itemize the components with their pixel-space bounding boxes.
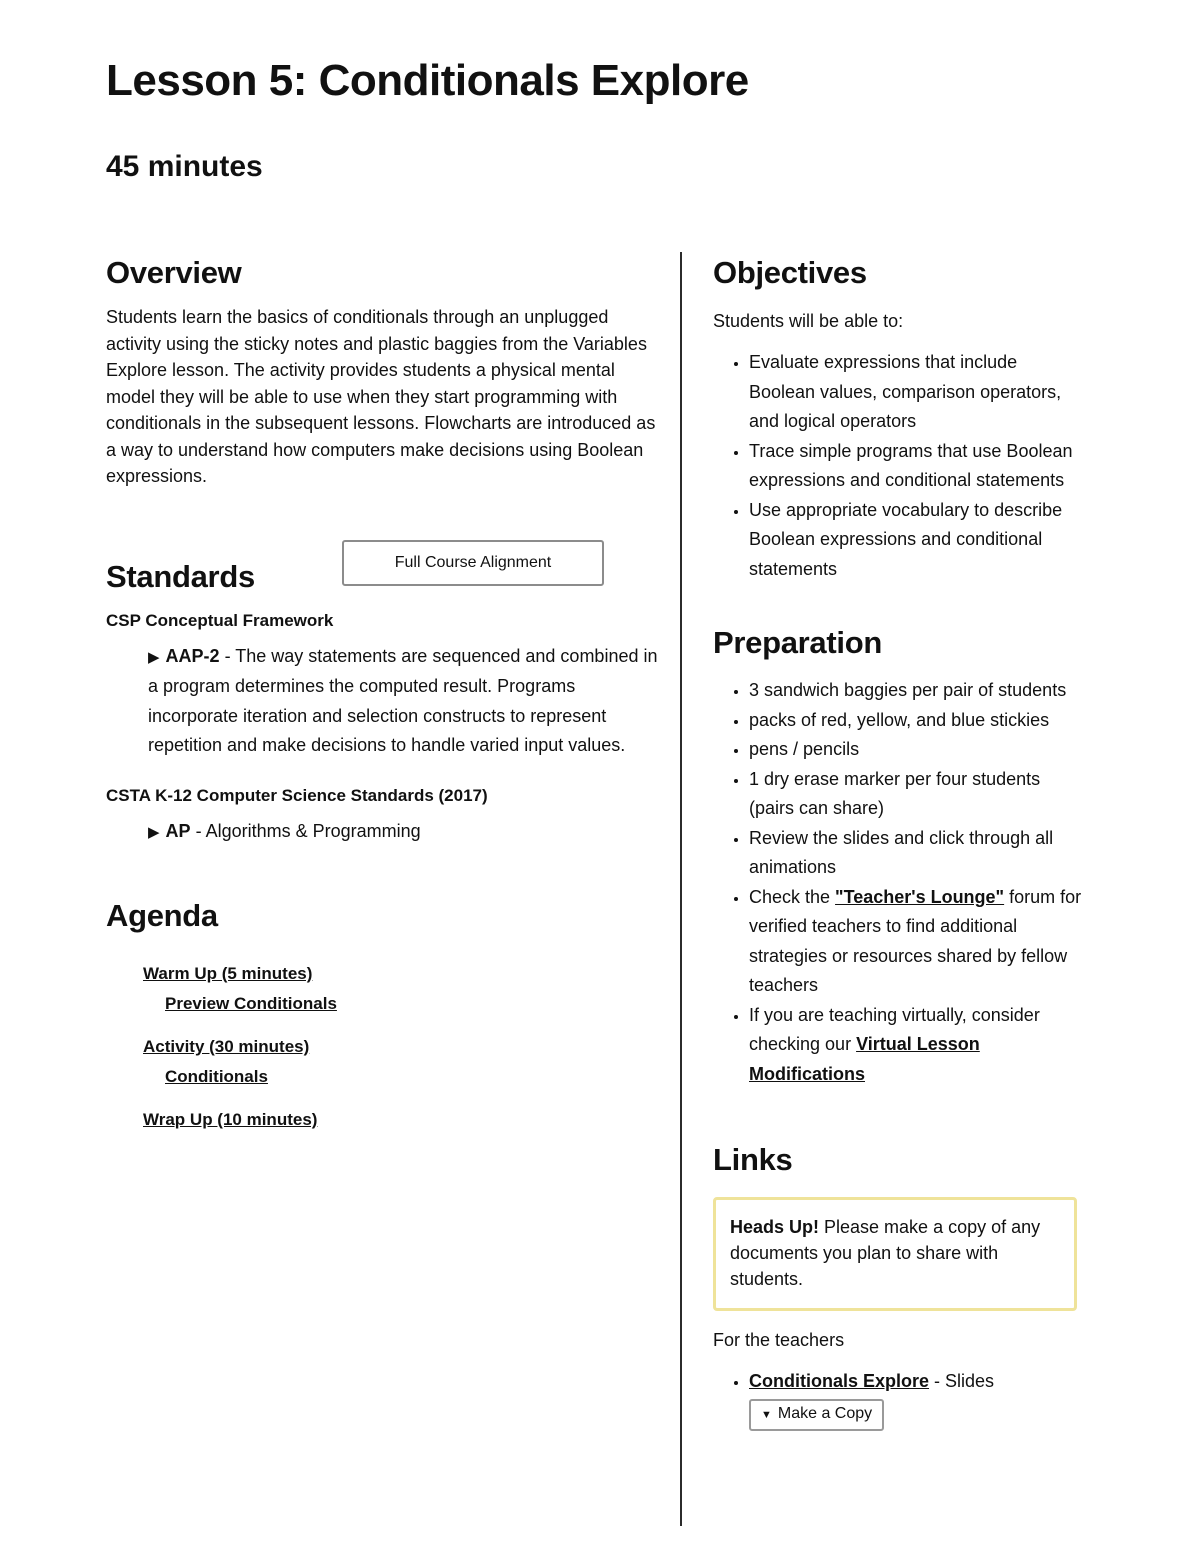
standard-separator: - <box>219 645 236 666</box>
objectives-list <box>713 348 1088 584</box>
preparation-item <box>749 883 1088 1001</box>
objectives-intro: Students will be able to: <box>713 311 904 331</box>
preparation-list <box>713 676 1088 1089</box>
overview-heading: Overview <box>106 255 242 290</box>
standard-item[interactable] <box>148 642 658 761</box>
standard-code: AAP-2 <box>165 645 220 666</box>
left-column <box>106 252 658 1149</box>
heads-up-note <box>713 1197 1077 1311</box>
preparation-item <box>749 1001 1088 1090</box>
standards-section <box>106 534 658 848</box>
agenda-sublink-preview-conditionals[interactable]: Preview Conditionals <box>165 993 337 1013</box>
standard-item[interactable] <box>148 817 658 848</box>
agenda-link-warm-up[interactable]: Warm Up (5 minutes) <box>143 964 313 983</box>
virtual-text-before: If you are teaching virtually, consider checking our <box>749 1004 1040 1054</box>
conditionals-explore-slides-link[interactable]: Conditionals Explore <box>749 1371 930 1391</box>
framework-title: CSP Conceptual Framework <box>106 610 334 630</box>
virtual-lesson-modifications-link[interactable]: Virtual Lesson Modifications <box>749 1034 980 1084</box>
preparation-item: • packs of red, yellow, and blue stickies <box>749 706 1088 736</box>
preparation-heading: Preparation <box>713 625 882 660</box>
lesson-duration: 45 minutes <box>106 150 263 183</box>
expand-triangle-icon[interactable]: ▶ <box>148 648 160 666</box>
standard-description: The way statements are sequenced and combined in a program determines the computed result. Programs incorporate iteration and selection constructs to represent repetition and make decisions to handle varied input values. <box>148 645 658 755</box>
teachers-lounge-link[interactable]: "Teacher's Lounge" <box>835 886 1005 907</box>
agenda-list <box>143 959 658 1135</box>
objectives-heading: Objectives <box>713 255 867 290</box>
objective-item: • Evaluate expressions that include Boolean values, comparison operators, and logical operators <box>749 348 1088 437</box>
full-course-alignment-button[interactable]: Full Course Alignment <box>342 540 604 586</box>
make-a-copy-button[interactable] <box>749 1399 884 1431</box>
preparation-item: • 1 dry erase marker per four students (pairs can share) <box>749 765 1088 824</box>
preparation-item: • Review the slides and click through all animations <box>749 824 1088 883</box>
right-column <box>713 252 1088 1431</box>
lounge-text-before: Check the <box>749 886 836 907</box>
caret-down-icon: ▼ <box>761 1408 772 1421</box>
heads-up-label: Heads Up! <box>730 1217 820 1237</box>
objectives-section <box>713 252 1088 584</box>
standards-header <box>106 534 658 594</box>
agenda-section <box>106 895 658 1135</box>
agenda-link-activity[interactable]: Activity (30 minutes) <box>143 1037 310 1056</box>
page-title: Lesson 5: Conditionals Explore <box>106 56 749 105</box>
agenda-item <box>143 1032 658 1091</box>
objective-item: • Trace simple programs that use Boolean expressions and conditional statements <box>749 437 1088 496</box>
preparation-item: • pens / pencils <box>749 735 1088 765</box>
agenda-item <box>143 1105 658 1135</box>
expand-triangle-icon[interactable]: ▶ <box>148 823 160 841</box>
framework-title: CSTA K-12 Computer Science Standards (2017) <box>106 785 488 805</box>
resource-type: - Slides <box>929 1371 995 1391</box>
standard-separator: - <box>190 820 206 841</box>
links-heading: Links <box>713 1142 793 1177</box>
column-divider <box>680 252 682 1526</box>
make-a-copy-label: Make a Copy <box>777 1404 873 1422</box>
links-section <box>713 1139 1088 1431</box>
standards-heading: Standards <box>106 558 255 594</box>
standard-code: AP <box>165 820 191 841</box>
preparation-section <box>713 622 1088 1089</box>
agenda-heading: Agenda <box>106 898 218 933</box>
standard-description: Algorithms & Programming <box>205 820 421 841</box>
overview-text: Students learn the basics of conditionals through an unplugged activity using the sticky notes and plastic baggies from the Variables Explore lesson. The activity provides students a physical mental model they will be able to use when they start programming with conditionals in the subsequent lessons. Flowcharts are introduced as a way to understand how computers make decisions using Boolean expressions. <box>106 307 656 486</box>
heads-up-text: Please make a copy of any documents you plan to share with students. <box>730 1217 1041 1289</box>
overview-section <box>106 252 658 490</box>
agenda-sublink-conditionals[interactable]: Conditionals <box>165 1066 268 1086</box>
agenda-link-wrap-up[interactable]: Wrap Up (10 minutes) <box>143 1110 318 1129</box>
resource-item <box>749 1367 1088 1431</box>
resources-list <box>713 1367 1088 1431</box>
preparation-item: • 3 sandwich baggies per pair of students <box>749 676 1088 706</box>
for-teachers-label: For the teachers <box>713 1330 845 1350</box>
objective-item: • Use appropriate vocabulary to describe Boolean expressions and conditional statements <box>749 496 1088 585</box>
lounge-text-after: forum for verified teachers to find additional strategies or resources shared by fellow teachers <box>749 886 1082 995</box>
agenda-item <box>143 959 658 1018</box>
